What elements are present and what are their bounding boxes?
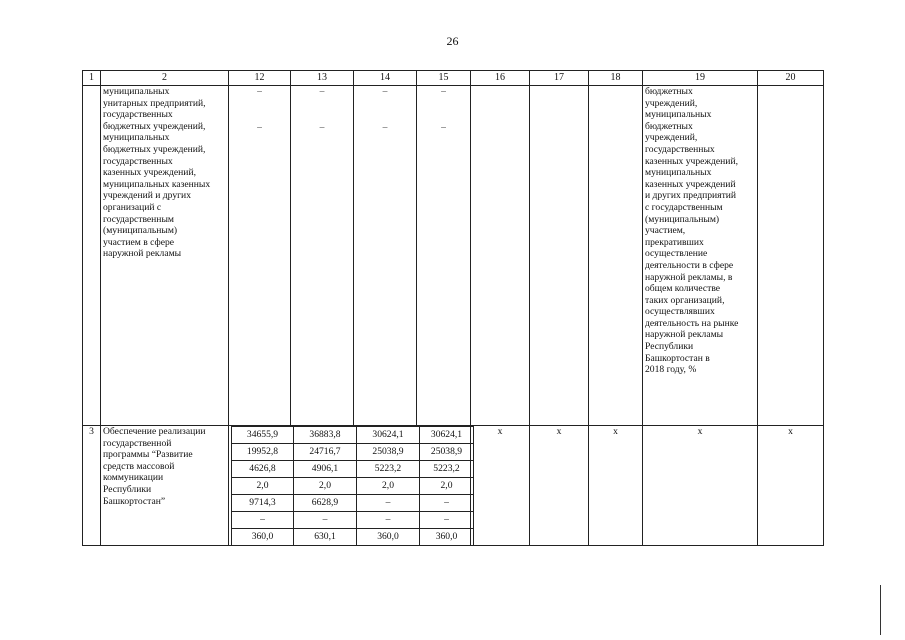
financing-row <box>232 427 474 444</box>
indicator-description: муниципальных унитарных предприятий, государственных бюджетных учреждений, муниципальных бюджетных учреждений, государственных казенных учреждений, муниципальных казенных учреждений и других организаций с государственным (муниципальным) участием в сфере наружной рекламы <box>101 86 229 426</box>
value-cell: 4626,8 <box>232 461 294 478</box>
table-row <box>83 86 824 426</box>
row-number-cell: 3 <box>83 426 101 546</box>
value-cell <box>471 86 530 426</box>
value-cell: x <box>643 426 758 546</box>
value-cell <box>530 86 589 426</box>
header-cell: 15 <box>417 71 471 86</box>
header-row <box>83 71 824 86</box>
activity-description: Обеспечение реализации государственной программы “Развитие средств массовой коммуникации Республики Башкортостан” <box>101 426 229 546</box>
table-row <box>83 426 824 546</box>
value-cell: x <box>471 426 530 546</box>
financing-row <box>232 444 474 461</box>
header-cell: 12 <box>229 71 291 86</box>
financing-row <box>232 478 474 495</box>
value-cell: 34655,9 <box>232 427 294 444</box>
header-cell: 14 <box>354 71 417 86</box>
value-cell: 360,0 <box>357 529 420 546</box>
value-cell: 2,0 <box>420 478 474 495</box>
financing-values <box>229 426 471 546</box>
value-cell: 5223,2 <box>357 461 420 478</box>
value-cell: 25038,9 <box>357 444 420 461</box>
value-cell: – – <box>291 86 354 426</box>
page-number: 26 <box>446 34 459 48</box>
value-cell: – <box>420 495 474 512</box>
value-cell: 30624,1 <box>420 427 474 444</box>
value-cell: – <box>232 512 294 529</box>
row-number-cell <box>83 86 101 426</box>
value-cell: 2,0 <box>232 478 294 495</box>
value-cell: 630,1 <box>294 529 357 546</box>
header-cell: 17 <box>530 71 589 86</box>
value-cell: – – <box>417 86 471 426</box>
value-cell: 25038,9 <box>420 444 474 461</box>
financing-subtable <box>231 426 474 545</box>
header-cell: 13 <box>291 71 354 86</box>
margin-line <box>880 585 881 635</box>
value-cell: 19952,8 <box>232 444 294 461</box>
value-cell <box>589 86 643 426</box>
value-cell: 24716,7 <box>294 444 357 461</box>
value-cell: – – <box>229 86 291 426</box>
value-cell: 6628,9 <box>294 495 357 512</box>
header-cell: 20 <box>758 71 824 86</box>
header-cell: 1 <box>83 71 101 86</box>
value-cell: 360,0 <box>420 529 474 546</box>
value-cell: – <box>357 495 420 512</box>
value-cell: 2,0 <box>357 478 420 495</box>
value-cell: 4906,1 <box>294 461 357 478</box>
value-cell: – <box>420 512 474 529</box>
header-cell: 18 <box>589 71 643 86</box>
value-cell: 36883,8 <box>294 427 357 444</box>
value-cell: 2,0 <box>294 478 357 495</box>
financing-row <box>232 495 474 512</box>
value-cell: x <box>758 426 824 546</box>
value-cell: – <box>294 512 357 529</box>
value-cell: – <box>357 512 420 529</box>
financing-row <box>232 461 474 478</box>
header-cell: 2 <box>101 71 229 86</box>
value-cell: – – <box>354 86 417 426</box>
value-cell: x <box>589 426 643 546</box>
value-cell: 30624,1 <box>357 427 420 444</box>
financing-row <box>232 529 474 546</box>
value-cell: 360,0 <box>232 529 294 546</box>
header-cell: 16 <box>471 71 530 86</box>
header-cell: 19 <box>643 71 758 86</box>
value-cell: 5223,2 <box>420 461 474 478</box>
value-cell: 9714,3 <box>232 495 294 512</box>
financing-row <box>232 512 474 529</box>
value-cell: x <box>530 426 589 546</box>
program-table <box>82 70 824 546</box>
value-cell <box>758 86 824 426</box>
indicator-description: бюджетных учреждений, муниципальных бюджетных учреждений, государственных казенных учреждений, муниципальных казенных учреждений и других предприятий с государственным (муниципальным) участием, прекративших осуществление деятельности в сфере наружной рекламы, в общем количестве таких организаций, осуществлявших деятельность на рынке наружной рекламы Республики Башкортостан в 2018 году, % <box>643 86 758 426</box>
